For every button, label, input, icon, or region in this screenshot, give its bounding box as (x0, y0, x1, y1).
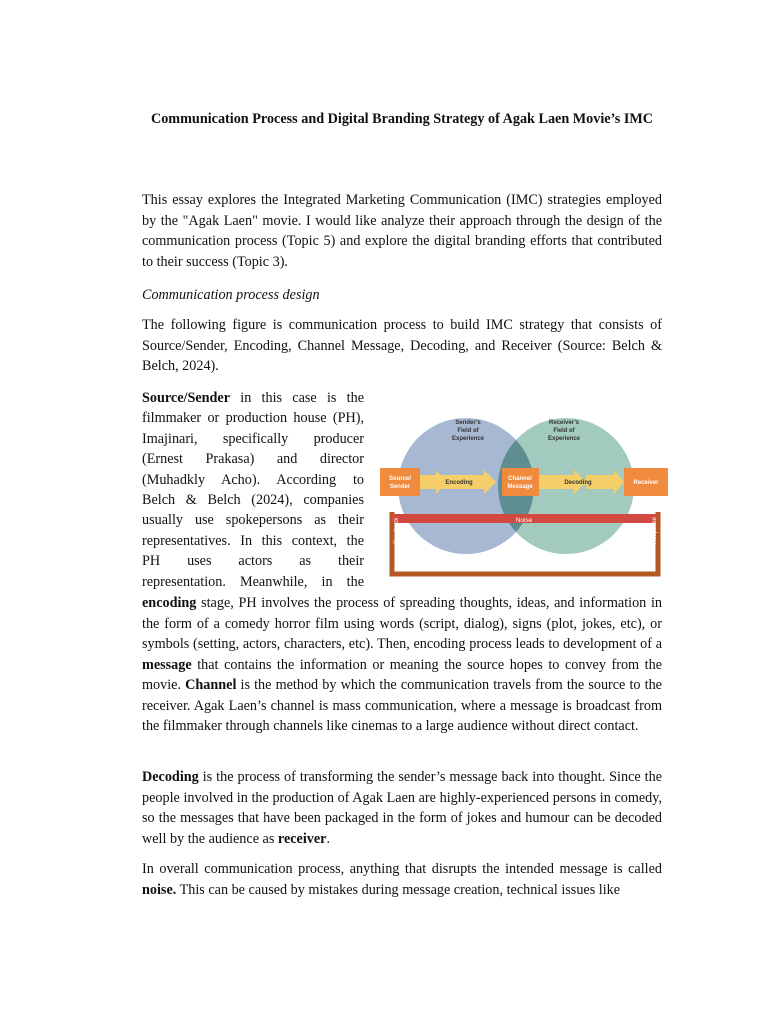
receiver-field-label-3: Experience (547, 436, 581, 442)
channel-label-1: Channel (508, 476, 532, 482)
encoding-text-1: stage, PH involves the process of spreading thoughts, ideas, and information in the form of a comedy horror film using words (script, dialog), signs (plot, jokes, etc), or symbols (setting, actors, characters, etc). Then, encoding process leads to development of a (142, 595, 662, 652)
figure-intro-paragraph: The following figure is communication process to build IMC strategy that consists of Source/Sender, Encoding, Channel Message, Decoding, and Receiver (Source: Belch & Belch, 2024). (142, 317, 662, 374)
intro-paragraph: This essay explores the Integrated Marketing Communication (IMC) strategies employed by the "Agak Laen" movie. I would like analyze their approach through the design of the communication process (Topic 5) and explore the digital branding efforts that contributed to their success (Topic 3). (142, 192, 662, 270)
communication-process-diagram (378, 404, 672, 582)
noise-term: noise. (142, 881, 177, 898)
message-term: message (142, 656, 192, 673)
encoding-text-3: is the method by which the communication travels from the source to the receiver. Agak Laen’s channel is mass communication, where a message is broadcast from the filmmaker through channels like cinemas to a large audience without direct contact. (142, 677, 662, 734)
source-sender-term: Source/Sender (142, 390, 231, 406)
wrap-line: (Ernest Prakasa) and director (142, 451, 364, 468)
receiver-field-label-1: Receiver’s (548, 420, 580, 426)
encoding-term: encoding (142, 595, 197, 611)
sender-field-label-2: Field of (457, 428, 479, 434)
wrap-line: representation. Meanwhile, in the (142, 573, 364, 590)
wrap-line (142, 388, 364, 408)
response-label: Response (652, 516, 658, 544)
receiver-label: Receiver (633, 480, 659, 486)
noise-text-2: This can be caused by mistakes during message creation, technical issues like (176, 881, 621, 898)
section-subheading: Communication process design (142, 287, 320, 303)
channel-term: Channel (185, 677, 237, 693)
decoding-text-2: . (326, 830, 331, 847)
wrap-line: Belch & Belch (2024), companies (142, 492, 364, 509)
encoding-paragraph (142, 593, 662, 737)
decoding-paragraph (142, 767, 662, 849)
wrap-line: Imajinari, specifically producer (142, 430, 364, 447)
wrap-line: usually use spokepersons as their (142, 512, 364, 529)
receiver-field-label-2: Field of (553, 428, 575, 434)
decoding-term: Decoding (142, 769, 199, 785)
receiver-term: receiver (277, 830, 327, 847)
source-label-2: Sender (389, 484, 411, 490)
encoding-label: Encoding (445, 480, 473, 486)
sender-field-label-3: Experience (451, 436, 485, 442)
wrap-line-text: in this case is the (230, 390, 364, 406)
source-box (380, 468, 420, 496)
channel-label-2: Message (507, 484, 533, 490)
wrap-line: representatives. In this context, the (142, 532, 364, 549)
encoding-text-2: that contains the information or meaning the source hopes to convey from the movie. (142, 656, 662, 693)
sender-field-label-1: Sender’s (455, 420, 481, 426)
document-title: Communication Process and Digital Branding Strategy of Agak Laen Movie’s IMC (150, 111, 654, 127)
decoding-text-1: is the process of transforming the sender’s message back into thought. Since the people involved in the production of Agak Laen are highly-experienced persons in comedy, so the messages that have been packaged in the form of jokes and humour can be decoded well by the audience as (142, 769, 662, 847)
decoding-label: Decoding (564, 480, 592, 486)
source-label-1: Source/ (388, 476, 412, 482)
wrapped-text-column (142, 388, 364, 592)
noise-text-1: In overall communication process, anything that disrupts the intended message is called (142, 861, 662, 877)
channel-box (502, 468, 539, 496)
wrap-line: PH uses actors as their (142, 553, 364, 570)
wrap-line: (Muhadkly Acho). According to (142, 471, 364, 488)
wrap-line: filmmaker or production house (PH), (142, 410, 364, 427)
noise-paragraph (142, 859, 662, 900)
noise-label: Noise (515, 517, 533, 524)
feedback-label: Feedback (394, 517, 400, 544)
